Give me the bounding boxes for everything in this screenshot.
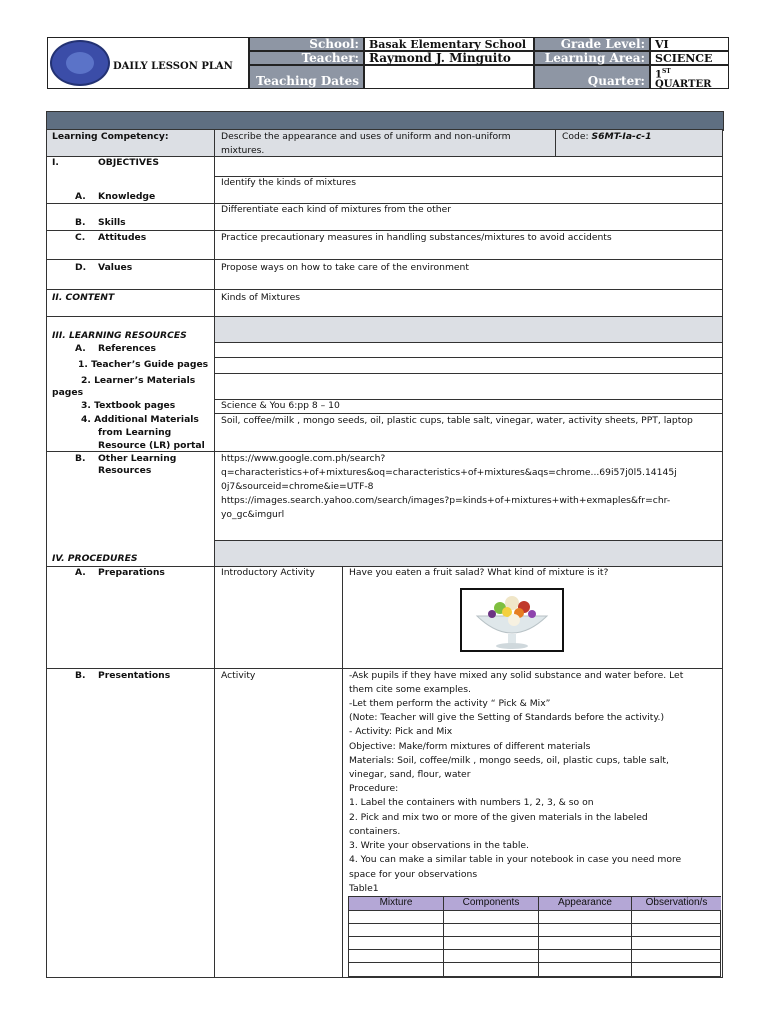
presentation-line-7: Materials: Soil, coffee/milk , mongo seeds, oil, plastic cups, table salt,: [349, 755, 669, 766]
grade-level-label: Grade Level:: [534, 37, 650, 51]
attitudes-letter: C.: [75, 232, 86, 243]
teacher-label: Teacher:: [249, 51, 364, 65]
presentation-line-8: vinegar, sand, flour, water: [349, 769, 471, 780]
observation-header-mixture: Mixture: [349, 897, 443, 910]
other-link-1[interactable]: https://www.google.com.ph/search?: [221, 453, 386, 464]
values-label: Values: [98, 262, 133, 273]
skills-label: Skills: [98, 217, 126, 228]
references-label: References: [98, 343, 156, 354]
presentation-line-5: - Activity: Pick and Mix: [349, 726, 453, 737]
other-link-4[interactable]: https://images.search.yahoo.com/search/images?p=kinds+of+mixtures+with+exmaples&fr=chr-: [221, 495, 671, 506]
teaching-dates-label: Teaching Dates: [249, 65, 364, 89]
presentations-label: Presentations: [98, 670, 171, 681]
other-link-5[interactable]: yo_gc&imgurl: [221, 509, 285, 520]
observation-header-observations: Observation/s: [632, 897, 721, 910]
content-label: II. CONTENT: [52, 292, 115, 303]
presentation-line-11: 2. Pick and mix two or more of the given materials in the labeled: [349, 812, 648, 823]
procedures-label: IV. PROCEDURES: [52, 553, 138, 564]
other-link-2[interactable]: q=characteristics+of+mixtures&oq=characteristics+of+mixtures&aqs=chrome...69i57j0l5.14145j: [221, 467, 677, 478]
other-label-1: Other Learning: [98, 453, 177, 464]
values-letter: D.: [75, 262, 87, 273]
preparations-label: Preparations: [98, 567, 165, 578]
preparations-text: Have you eaten a fruit salad? What kind of mixture is it?: [349, 567, 609, 578]
objectives-label: OBJECTIVES: [98, 157, 159, 168]
fruit-salad-image: [460, 588, 564, 652]
preparations-letter: A.: [75, 567, 86, 578]
quarter-suffix: ST: [661, 68, 671, 75]
lesson-plan-title: DAILY LESSON PLAN: [113, 61, 233, 72]
observation-header-appearance: Appearance: [539, 897, 631, 910]
presentation-line-10: 1. Label the containers with numbers 1, 2, 3, & so on: [349, 797, 594, 808]
presentation-line-12: containers.: [349, 826, 401, 837]
presentation-line-3: -Let them perform the activity “ Pick & Mix”: [349, 698, 551, 709]
additional-label-3: Resource (LR) portal: [98, 440, 205, 451]
attitudes-text: Practice precautionary measures in handling substances/mixtures to avoid accidents: [221, 232, 612, 243]
presentations-type: Activity: [221, 670, 256, 681]
additional-text: Soil, coffee/milk , mongo seeds, oil, plastic cups, table salt, vinegar, water, activity sheets, PPT, laptop: [221, 415, 693, 426]
presentation-line-6: Objective: Make/form mixtures of different materials: [349, 741, 591, 752]
learning-area-label: Learning Area:: [534, 51, 650, 65]
competency-label: Learning Competency:: [52, 131, 169, 142]
deped-seal-icon: [50, 40, 110, 86]
skills-text: Differentiate each kind of mixtures from the other: [221, 204, 451, 215]
references-letter: A.: [75, 343, 86, 354]
school-value: Basak Elementary School: [364, 37, 534, 51]
objectives-number: I.: [52, 157, 59, 168]
table-caption: Table1: [349, 883, 379, 894]
learners-materials-label: 2. Learner’s Materials: [81, 375, 196, 386]
additional-label-1: 4. Additional Materials: [81, 414, 199, 425]
textbook-label: 3. Textbook pages: [81, 400, 176, 411]
other-letter: B.: [75, 453, 86, 464]
knowledge-label: Knowledge: [98, 191, 156, 202]
teacher-value: Raymond J. Minguito: [364, 51, 534, 65]
preparations-type: Introductory Activity: [221, 567, 315, 578]
school-label: School:: [249, 37, 364, 51]
fruit-salad-cup-icon: [462, 590, 562, 650]
teaching-dates-value: [364, 65, 534, 89]
textbook-text: Science & You 6:pp 8 – 10: [221, 400, 340, 411]
observation-header-components: Components: [444, 897, 538, 910]
resources-label: III. LEARNING RESOURCES: [52, 330, 187, 341]
skills-letter: B.: [75, 217, 86, 228]
teachers-guide-label: 1. Teacher’s Guide pages: [78, 359, 209, 370]
presentation-line-1: -Ask pupils if they have mixed any solid substance and water before. Let: [349, 670, 684, 681]
presentation-line-14: 4. You can make a similar table in your notebook in case you need more: [349, 854, 682, 865]
other-label-2: Resources: [98, 465, 152, 476]
presentation-line-9: Procedure:: [349, 783, 399, 794]
additional-label-2: from Learning: [98, 427, 172, 438]
presentation-line-4: (Note: Teacher will give the Setting of Standards before the activity.): [349, 712, 665, 723]
code-label: Code:: [562, 131, 589, 142]
quarter-label: Quarter:: [534, 65, 650, 89]
quarter-word: QUARTER: [655, 79, 712, 91]
presentation-line-2: them cite some examples.: [349, 684, 471, 695]
content-text: Kinds of Mixtures: [221, 292, 301, 303]
table-top-bar: [46, 111, 724, 131]
knowledge-letter: A.: [75, 191, 86, 202]
code-value: S6MT-Ia-c-1: [591, 131, 652, 142]
presentation-line-15: space for your observations: [349, 869, 478, 880]
other-link-3[interactable]: 0j7&sourceid=chrome&ie=UTF-8: [221, 481, 374, 492]
quarter-number: 1: [655, 69, 662, 81]
learners-materials-label-2: pages: [52, 387, 84, 398]
presentations-letter: B.: [75, 670, 86, 681]
competency-text: Describe the appearance and uses of uniform and non-uniform mixtures.: [221, 131, 511, 156]
values-text: Propose ways on how to take care of the environment: [221, 262, 469, 273]
grade-level-value: VI: [650, 37, 729, 51]
knowledge-text: Identify the kinds of mixtures: [221, 177, 356, 188]
attitudes-label: Attitudes: [98, 232, 147, 243]
competency-code: [562, 130, 652, 144]
presentation-line-13: 3. Write your observations in the table.: [349, 840, 529, 851]
quarter-value: [650, 65, 729, 89]
learning-area-value: SCIENCE: [650, 51, 729, 65]
